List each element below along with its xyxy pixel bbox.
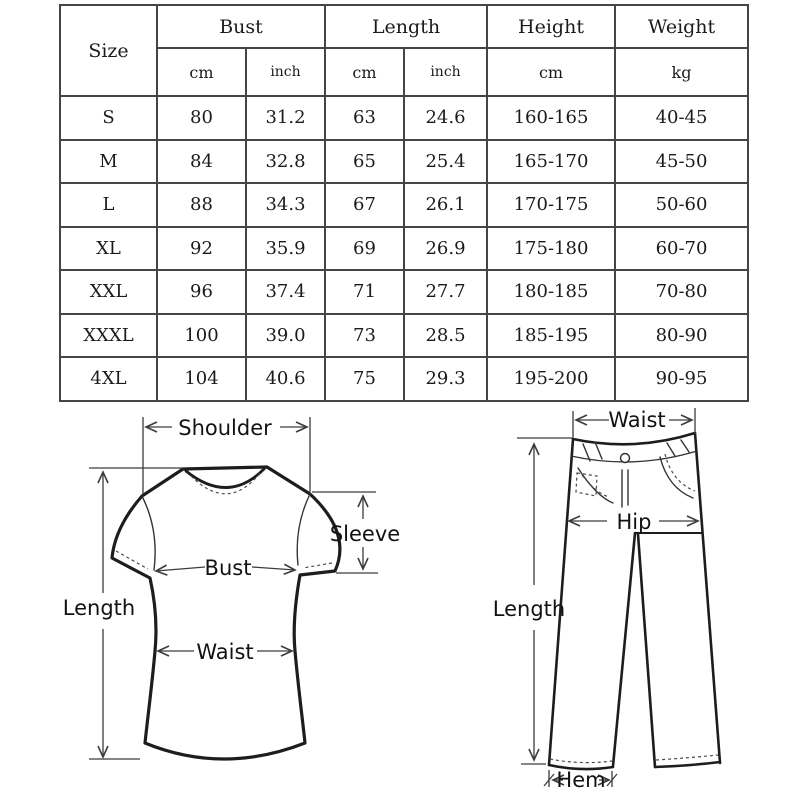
cell-length-inch: 29.3	[404, 357, 487, 401]
cell-bust-inch: 39.0	[246, 314, 325, 358]
cell-bust-inch: 32.8	[246, 140, 325, 184]
cell-length-inch: 26.9	[404, 227, 487, 271]
cell-bust-inch: 37.4	[246, 270, 325, 314]
cell-bust-cm: 84	[157, 140, 246, 184]
cell-bust-cm: 96	[157, 270, 246, 314]
cell-length-inch: 26.1	[404, 183, 487, 227]
table-row	[60, 140, 748, 184]
cell-size: 4XL	[60, 357, 157, 401]
shoulder-label: Shoulder	[178, 416, 272, 440]
waistband-top	[573, 433, 695, 444]
cell-weight: 45-50	[615, 140, 748, 184]
table-row	[60, 270, 748, 314]
cell-size: XL	[60, 227, 157, 271]
cell-height: 175-180	[487, 227, 615, 271]
cell-length-inch: 25.4	[404, 140, 487, 184]
sleeve-label: Sleeve	[329, 522, 401, 546]
pants-right-outer-seam	[695, 433, 720, 763]
cell-length-inch: 28.5	[404, 314, 487, 358]
cell-length-cm: 71	[325, 270, 404, 314]
cell-length-inch: 27.7	[404, 270, 487, 314]
cell-weight: 50-60	[615, 183, 748, 227]
unit-length-cm: cm	[325, 48, 404, 96]
pants-waist-label: Waist	[608, 408, 666, 432]
cell-height: 165-170	[487, 140, 615, 184]
tshirt-outline	[112, 467, 340, 759]
cell-bust-inch: 35.9	[246, 227, 325, 271]
unit-weight-kg: kg	[615, 48, 748, 96]
pants-length-label: Length	[492, 597, 566, 621]
cell-size: S	[60, 96, 157, 140]
cell-bust-cm: 80	[157, 96, 246, 140]
right-cuff-stitch	[303, 563, 332, 568]
col-header-length: Length	[325, 5, 487, 48]
cell-bust-cm: 100	[157, 314, 246, 358]
unit-bust-inch: inch	[246, 48, 325, 96]
cell-length-cm: 73	[325, 314, 404, 358]
shirt-length-label: Length	[62, 596, 136, 620]
right-hem-edge	[655, 762, 720, 767]
cell-length-cm: 63	[325, 96, 404, 140]
pants-outline-group	[549, 433, 720, 769]
right-armhole-seam	[297, 494, 310, 565]
cell-height: 180-185	[487, 270, 615, 314]
cell-size: XXL	[60, 270, 157, 314]
cell-bust-cm: 88	[157, 183, 246, 227]
unit-height-cm: cm	[487, 48, 615, 96]
left-cuff-stitch	[116, 551, 148, 569]
waist-button	[621, 454, 630, 463]
hem-label: Hem	[556, 768, 606, 792]
left-hem-stitch	[550, 759, 612, 763]
table-row	[60, 314, 748, 358]
bust-arrow-left	[156, 567, 205, 571]
size-chart-table	[59, 4, 749, 402]
bust-label: Bust	[204, 556, 252, 580]
cell-weight: 40-45	[615, 96, 748, 140]
left-armhole-seam	[142, 496, 155, 570]
tshirt-measurement-diagram	[60, 405, 440, 800]
col-header-bust: Bust	[157, 5, 325, 48]
neckline	[186, 469, 264, 488]
bust-arrow-right	[252, 567, 295, 570]
cell-length-cm: 65	[325, 140, 404, 184]
cell-height: 195-200	[487, 357, 615, 401]
left-pocket-curve	[578, 468, 613, 503]
cell-bust-cm: 92	[157, 227, 246, 271]
cell-length-cm: 69	[325, 227, 404, 271]
cell-bust-inch: 34.3	[246, 183, 325, 227]
table-row	[60, 227, 748, 271]
right-hem-stitch	[656, 755, 718, 760]
cell-length-cm: 75	[325, 357, 404, 401]
table-row	[60, 357, 748, 401]
right-pocket-stitch	[665, 454, 695, 491]
cell-weight: 60-70	[615, 227, 748, 271]
pants-dimensions	[493, 408, 698, 792]
fly-line	[622, 470, 628, 507]
cell-height: 170-175	[487, 183, 615, 227]
cell-size: M	[60, 140, 157, 184]
cell-length-inch: 24.6	[404, 96, 487, 140]
coin-pocket	[576, 473, 597, 496]
cell-weight: 80-90	[615, 314, 748, 358]
cell-height: 185-195	[487, 314, 615, 358]
cell-size: XXXL	[60, 314, 157, 358]
cell-weight: 90-95	[615, 357, 748, 401]
col-header-height: Height	[487, 5, 615, 48]
col-header-size: Size	[60, 5, 157, 96]
cell-bust-inch: 40.6	[246, 357, 325, 401]
cell-bust-cm: 104	[157, 357, 246, 401]
pants-right-inner-seam	[638, 534, 655, 767]
neckline-stitch	[191, 473, 260, 494]
pants-measurement-diagram	[460, 400, 780, 800]
tshirt-outline-group	[112, 467, 340, 759]
cell-weight: 70-80	[615, 270, 748, 314]
pants-left-inner-seam	[613, 533, 635, 766]
cell-bust-inch: 31.2	[246, 96, 325, 140]
col-header-weight: Weight	[615, 5, 748, 48]
cell-size: L	[60, 183, 157, 227]
table-row	[60, 183, 748, 227]
table-row	[60, 96, 748, 140]
unit-bust-cm: cm	[157, 48, 246, 96]
cell-length-cm: 67	[325, 183, 404, 227]
hip-label: Hip	[616, 510, 652, 534]
shirt-waist-label: Waist	[196, 640, 254, 664]
cell-height: 160-165	[487, 96, 615, 140]
unit-length-inch: inch	[404, 48, 487, 96]
